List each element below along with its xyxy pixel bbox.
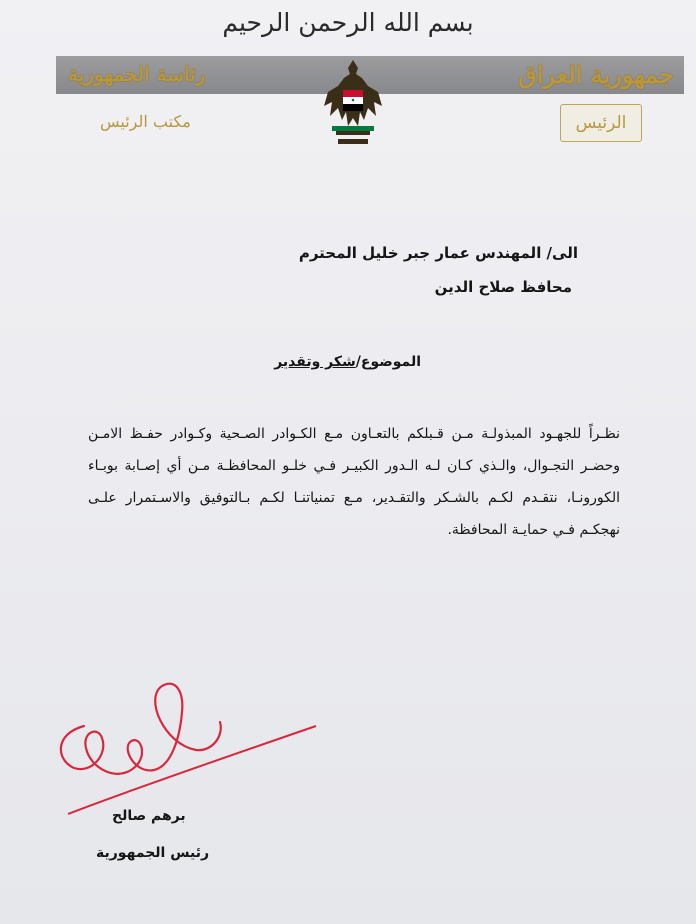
- subject-text: شكر وتقدير: [274, 354, 356, 370]
- signatory-name: برهم صالح: [112, 808, 186, 824]
- eagle-emblem-icon: [318, 56, 388, 154]
- basmala: بسم الله الرحمن الرحيم: [222, 8, 474, 37]
- recipient-block: [299, 236, 578, 304]
- republic-title: جمهورية العراق: [518, 60, 674, 89]
- signatory-title: رئيس الجمهورية: [96, 845, 210, 861]
- recipient-title: محافظ صلاح الدين: [434, 278, 572, 296]
- subject-label: الموضوع/: [355, 354, 421, 370]
- subject-line: [274, 354, 421, 370]
- president-stamp: الرئيس: [560, 104, 642, 142]
- office-title: رئاسة الجمهورية: [68, 62, 206, 86]
- office-label: مكتب الرئيس: [100, 112, 191, 131]
- recipient-line: الى/ المهندس عمار جبر خليل المحترم: [298, 244, 578, 262]
- letter-body: نظـراً للجهـود المبذولـة مـن قـبلكم بالتعـاون مـع الكـوادر الصـحية وكـوادر حفـظ الامـن وحضـر التجـوال، والـذي كـان لـه الـدور الكبيـر فـي خلـو المحافظـة مـن أي إصـابة بوبـاء الكورونـا، نتقـدم لكـم بالشـكر والتقـدير، مـع تمنياتنـا لكـم بـالتوفيق والاسـتمرار علـى نهجكـم فـي حمايـة المحافظة.: [88, 426, 620, 538]
